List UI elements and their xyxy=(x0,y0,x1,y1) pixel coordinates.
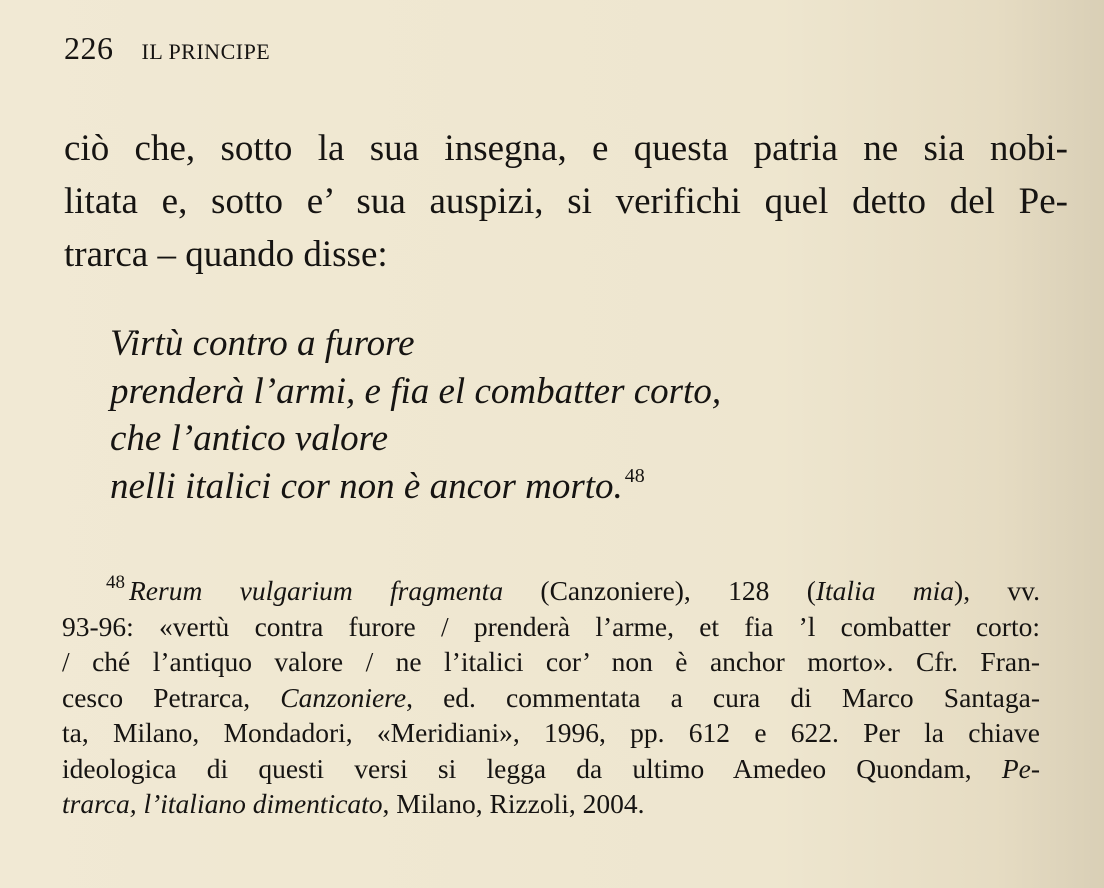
footnote-line-1-mid: (Canzoniere), 128 ( xyxy=(503,575,816,606)
footnote-line-7 xyxy=(62,786,1040,822)
footnote xyxy=(62,573,1040,822)
footnote-book-title-part-2: trarca, l’italiano dimenticato xyxy=(62,788,383,819)
verse-line-2: prenderà l’armi, e fia el combatter corto, xyxy=(110,370,722,412)
footnote-line-1-end: ), vv. xyxy=(954,575,1040,606)
page-number: 226 xyxy=(64,30,114,66)
verse-line-3: che l’antico valore xyxy=(110,418,389,459)
footnote-number: 48 xyxy=(106,572,125,593)
footnote-line-4-start: cesco Petrarca, xyxy=(62,681,281,713)
footnote-line-6 xyxy=(62,751,1040,787)
running-title: IL PRINCIPE xyxy=(141,39,271,64)
footnote-work-title: Rerum vulgarium fragmenta xyxy=(129,575,504,606)
footnote-line-4 xyxy=(62,680,1040,716)
verse-line-4-text: nelli italici cor non è ancor morto. xyxy=(110,465,623,507)
verse-line-1: Virtù contro a furore xyxy=(110,323,415,364)
verse-line-4 xyxy=(110,463,721,511)
verse-quotation xyxy=(110,320,721,510)
body-line-1: ciò che, sotto la sua insegna, e questa patria ne sia nobi- xyxy=(64,128,1068,169)
footnote-line-6-start: ideologica di questi versi si legga da ultimo Amedeo Quondam, xyxy=(62,752,1002,784)
footnote-line-4-end: , ed. commentata a cura di Marco Santaga- xyxy=(406,681,1040,713)
footnote-book-title-part-1: Pe- xyxy=(1001,752,1040,784)
body-line-3: trarca – quando disse: xyxy=(64,234,388,275)
footnote-reference: 48 xyxy=(624,464,645,487)
footnote-line-7-end: , Milano, Rizzoli, 2004. xyxy=(382,788,645,819)
body-paragraph xyxy=(64,122,1068,281)
body-line-2: litata e, sotto e’ sua auspizi, si verifichi quel detto del Pe- xyxy=(64,181,1068,222)
footnote-book-title: Canzoniere xyxy=(280,681,407,713)
footnote-line-2: 93-96: «vertù contra furore / prenderà l’arme, et fia ’l combatter corto: xyxy=(62,610,1040,642)
footnote-line-3: / ché l’antiquo valore / ne l’italici cor’ non è anchor morto». Cfr. Fran- xyxy=(62,646,1040,677)
footnote-line-1 xyxy=(62,573,1040,609)
footnote-line-5: ta, Milano, Mondadori, «Meridiani», 1996, pp. 612 e 622. Per la chiave xyxy=(62,717,1040,748)
running-head xyxy=(64,30,270,67)
footnote-poem-title: Italia mia xyxy=(815,575,955,606)
